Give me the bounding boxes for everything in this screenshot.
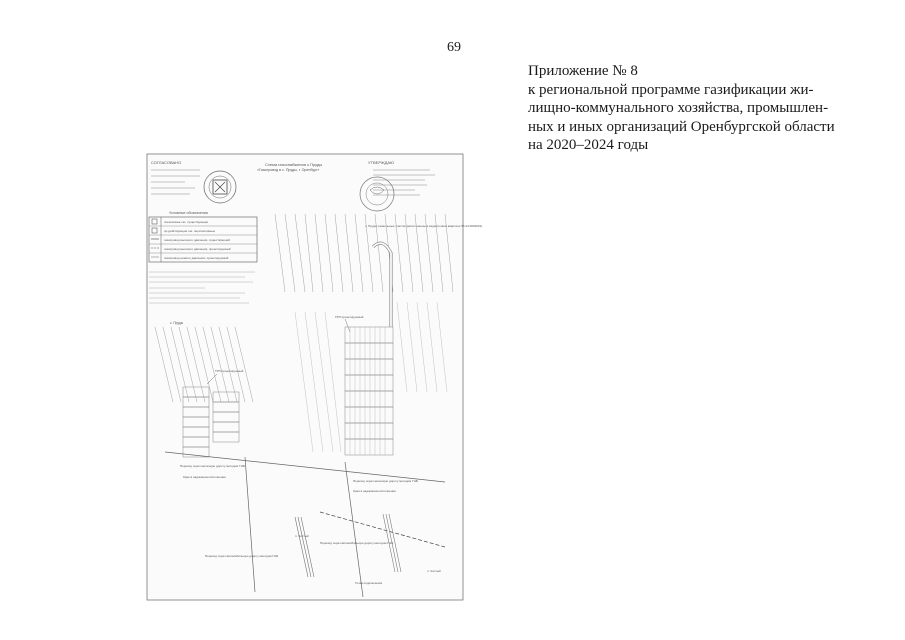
crossing-label-3: Переход через автомобильную дорогу методом ГНБ [205,554,279,558]
grp-label-2: ГРП проектируемый [215,369,244,373]
pipe-end-label: Точка подключения [355,581,383,585]
grp-label-1: ГРП проектируемый [335,315,364,319]
cable-label-2: Кран в надземном исполнении [353,489,396,493]
chistyy-label-1: п. Чистый [295,534,309,538]
legend-title: Условные обозначения [169,211,208,215]
crossing-label-2: Переход через железную дорогу методом ГНБ [353,479,418,483]
legend-item: газопровод высокого давления, проектируемый [164,247,231,251]
cable-label-1: Кран в надземном исполнении [183,475,226,479]
scheme-title-1: Схема газоснабжения с.Пруды [265,162,323,167]
emblem-seal-icon [204,171,236,203]
approved-right-label: УТВЕРЖДАЮ [368,160,395,165]
settlement-label: с. Пруды [170,321,184,325]
appendix-line: Приложение № 8 [528,63,638,79]
approved-left-label: СОГЛАСОВАНО [151,160,182,165]
page-number: 69 [447,40,461,55]
appendix-line: ных и иных организаций Оренбургской области [528,118,835,135]
appendix-heading [528,62,858,155]
appendix-line: лищно-коммунального хозяйства, промышлен- [528,100,829,117]
legend-item: поселковые газ. существующие [164,220,209,224]
scheme-title-2: «Газопровод в с. Пруды, г. Оренбург» [257,168,320,172]
appendix-line: к региональной программе газификации жи- [528,81,814,98]
appendix-line: на 2020–2024 годы [528,137,649,154]
district-label: с. Пруды (земельные участки расположены в кадастровом квартале 56:44:0602001) [365,224,483,228]
crossing-label-4: Переход через автомобильную дорогу методом ГНБ [320,541,394,545]
legend-item: газопровод высокого давления, существующий [164,238,230,242]
legend-item: пр-действующие газ. перспективные [164,229,216,233]
legend-item: газопровод низкого давления, проектируемый [164,256,229,260]
gasification-scheme-scan [145,152,483,602]
chistyy-label-2: п. Чистый [427,569,441,573]
crossing-label-1: Переход через железную дорогу методом ГНБ [180,464,245,468]
